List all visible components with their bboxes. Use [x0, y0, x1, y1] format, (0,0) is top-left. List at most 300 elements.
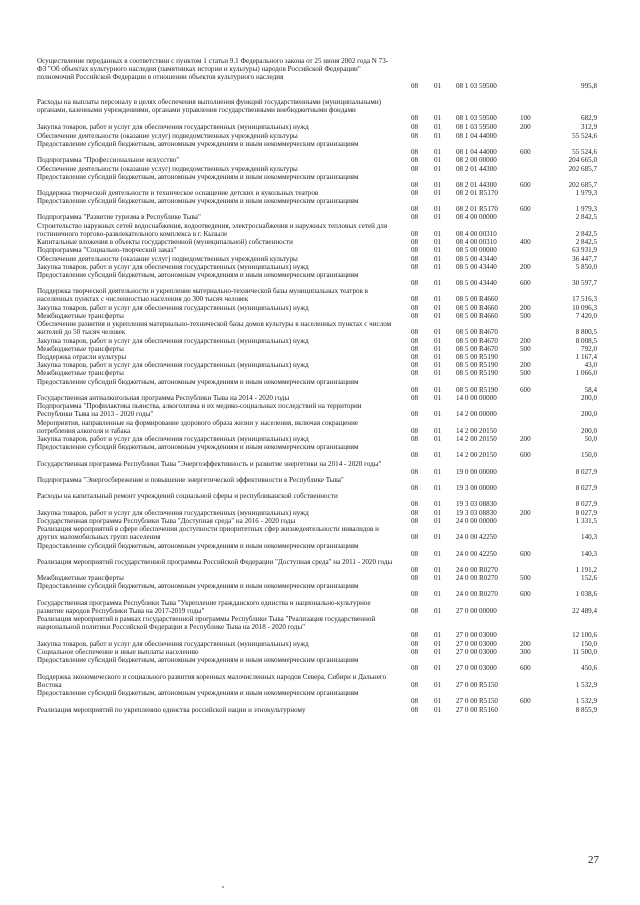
table-row [0, 706, 640, 714]
row-expense-type: 200 [520, 639, 531, 648]
row-subsection-code: 01 [434, 311, 442, 320]
row-description: Предоставление субсидий бюджетным, автономным учреждениям и иным некоммерческим организациям [37, 542, 359, 550]
table-row [0, 140, 640, 156]
row-amount: 2 842,5 [575, 230, 597, 239]
row-section-code: 08 [411, 434, 419, 443]
row-subsection-code: 01 [434, 344, 442, 353]
row-section-code: 08 [411, 230, 419, 239]
row-description: Реализация мероприятий государственной программы Российской Федерации "Доступная среда" на 2011 - 2020 годы [37, 558, 393, 566]
row-amount: 12 100,6 [572, 631, 597, 640]
row-description: Расходы на капитальный ремонт учреждений социальной сферы и республиканской собственности [37, 492, 338, 500]
row-subsection-code: 01 [434, 230, 442, 239]
row-target-article: 08 5 00 R5190 [456, 386, 498, 395]
row-amount: 204 665,0 [568, 155, 597, 164]
table-row [0, 656, 640, 672]
row-target-article: 08 4 00 00000 [456, 212, 497, 221]
table-row [0, 312, 640, 320]
row-description: Закупка товаров, работ и услуг для обеспечения государственных (муниципальных) нужд [37, 337, 309, 345]
row-description: Закупка товаров, работ и услуг для обеспечения государственных (муниципальных) нужд [37, 361, 309, 369]
table-row [0, 271, 640, 287]
table-row [0, 673, 640, 689]
row-amount: 200,0 [581, 410, 597, 419]
row-section-code: 08 [411, 639, 419, 648]
row-section-code: 08 [411, 550, 419, 559]
row-target-article: 08 5 00 R4660 [456, 303, 498, 312]
row-target-article: 14 2 00 20150 [456, 427, 497, 436]
row-target-article: 08 5 00 R4670 [456, 328, 498, 337]
table-row [0, 222, 640, 238]
row-amount: 995,8 [581, 81, 597, 90]
row-section-code: 08 [411, 336, 419, 345]
row-section-code: 08 [411, 360, 419, 369]
table-row [0, 689, 640, 705]
row-target-article: 14 0 00 00000 [456, 393, 497, 402]
row-section-code: 08 [411, 295, 419, 304]
row-amount: 682,9 [581, 114, 597, 123]
row-target-article: 08 1 04 44000 [456, 131, 497, 140]
row-subsection-code: 01 [434, 303, 442, 312]
row-amount: 8 027,9 [575, 508, 597, 517]
row-subsection-code: 01 [434, 360, 442, 369]
row-subsection-code: 01 [434, 639, 442, 648]
row-section-code: 08 [411, 303, 419, 312]
row-subsection-code: 01 [434, 607, 442, 616]
row-section-code: 08 [411, 631, 419, 640]
row-subsection-code: 01 [434, 451, 442, 460]
row-subsection-code: 01 [434, 188, 442, 197]
row-description: Государственная программа Республики Тыва "Укрепление гражданского единства и национально-культурное развитие народов Республики Тыва на 2017-2019 годы" [37, 599, 371, 616]
row-target-article: 27 0 00 R5160 [456, 705, 498, 714]
row-subsection-code: 01 [434, 647, 442, 656]
row-expense-type: 600 [520, 590, 531, 599]
row-expense-type: 200 [520, 262, 531, 271]
row-amount: 1 066,0 [575, 368, 597, 377]
table-row [0, 509, 640, 517]
row-target-article: 24 0 00 42250 [456, 533, 497, 542]
row-target-article: 19 3 03 08830 [456, 500, 497, 509]
row-target-article: 08 5 00 R4660 [456, 295, 498, 304]
row-amount: 22 489,4 [572, 607, 597, 616]
row-section-code: 08 [411, 368, 419, 377]
row-expense-type: 600 [520, 205, 531, 214]
row-amount: 2 842,5 [575, 237, 597, 246]
row-target-article: 24 0 00 42250 [456, 550, 497, 559]
row-target-article: 27 0 00 R5150 [456, 681, 498, 690]
row-target-article: 08 2 00 00000 [456, 155, 497, 164]
row-target-article: 08 5 00 43440 [456, 279, 497, 288]
table-row [0, 599, 640, 615]
row-description: Поддержка экономического и социального развития коренных малочисленных народов Севера, Сибири и Дальнего Востока [37, 673, 387, 690]
row-amount: 8 027,9 [575, 468, 597, 477]
row-section-code: 08 [411, 344, 419, 353]
row-expense-type: 600 [520, 550, 531, 559]
row-section-code: 08 [411, 131, 419, 140]
row-description: Государственная антиалкогольная программа Республики Тыва на 2014 - 2020 годы [37, 394, 290, 402]
table-row [0, 648, 640, 656]
row-subsection-code: 01 [434, 122, 442, 131]
table-row [0, 435, 640, 443]
row-expense-type: 500 [520, 311, 531, 320]
row-subsection-code: 01 [434, 516, 442, 525]
row-section-code: 08 [411, 262, 419, 271]
row-subsection-code: 01 [434, 155, 442, 164]
row-target-article: 08 1 03 59500 [456, 114, 497, 123]
row-target-article: 24 0 00 00000 [456, 516, 497, 525]
table-row [0, 460, 640, 476]
table-row [0, 378, 640, 394]
row-target-article: 08 5 00 R5190 [456, 368, 498, 377]
row-expense-type: 200 [520, 434, 531, 443]
row-target-article: 08 5 00 43440 [456, 262, 497, 271]
row-subsection-code: 01 [434, 205, 442, 214]
table-row [0, 255, 640, 263]
table-row [0, 525, 640, 541]
table-row [0, 246, 640, 254]
table-row [0, 402, 640, 418]
table-row [0, 132, 640, 140]
table-row [0, 287, 640, 303]
row-description: Предоставление субсидий бюджетным, автономным учреждениям и иным некоммерческим организациям [37, 271, 359, 279]
row-description: Реализация мероприятий в рамках государственной программы Республики Тыва "Реализация государственной национальной политики Российской Федерации в Республике Тыва на 2018 - 2020 годы" [37, 615, 376, 632]
row-section-code: 08 [411, 500, 419, 509]
row-subsection-code: 01 [434, 705, 442, 714]
row-amount: 8 027,9 [575, 500, 597, 509]
row-subsection-code: 01 [434, 237, 442, 246]
row-subsection-code: 01 [434, 664, 442, 673]
row-section-code: 08 [411, 516, 419, 525]
row-description: Предоставление субсидий бюджетным, автономным учреждениям и иным некоммерческим организациям [37, 689, 359, 697]
row-section-code: 08 [411, 148, 419, 157]
row-subsection-code: 01 [434, 148, 442, 157]
table-row [0, 558, 640, 574]
row-description: Закупка товаров, работ и услуг для обеспечения государственных (муниципальных) нужд [37, 509, 309, 517]
row-description: Обеспечение деятельности (оказание услуг) подведомственных учреждений культуры [37, 165, 298, 173]
row-subsection-code: 01 [434, 427, 442, 436]
row-subsection-code: 01 [434, 336, 442, 345]
row-expense-type: 600 [520, 279, 531, 288]
table-row [0, 517, 640, 525]
row-section-code: 08 [411, 410, 419, 419]
row-section-code: 08 [411, 393, 419, 402]
row-subsection-code: 01 [434, 631, 442, 640]
table-row [0, 337, 640, 345]
row-description: Подпрограмма "Социально-творческий заказ" [37, 246, 177, 254]
row-target-article: 27 0 00 03000 [456, 664, 497, 673]
table-row [0, 353, 640, 361]
row-amount: 450,6 [581, 664, 597, 673]
row-amount: 8 027,9 [575, 484, 597, 493]
row-description: Предоставление субсидий бюджетным, автономным учреждениям и иным некоммерческим организациям [37, 197, 359, 205]
row-target-article: 08 2 01 R5170 [456, 205, 498, 214]
row-target-article: 08 5 00 R4660 [456, 311, 498, 320]
table-row [0, 156, 640, 164]
row-subsection-code: 01 [434, 573, 442, 582]
row-section-code: 08 [411, 311, 419, 320]
row-section-code: 08 [411, 328, 419, 337]
row-target-article: 08 4 00 00310 [456, 237, 497, 246]
row-description: Поддержка творческой деятельности и техническое оснащение детских и кукольных театров [37, 189, 319, 197]
row-section-code: 08 [411, 114, 419, 123]
row-target-article: 27 0 00 03000 [456, 631, 497, 640]
row-subsection-code: 01 [434, 262, 442, 271]
row-target-article: 08 1 03 59500 [456, 81, 497, 90]
row-target-article: 14 2 00 20150 [456, 434, 497, 443]
row-target-article: 08 5 00 00000 [456, 245, 497, 254]
row-section-code: 08 [411, 590, 419, 599]
row-description: Предоставление субсидий бюджетным, автономным учреждениям и иным некоммерческим организациям [37, 656, 359, 664]
row-section-code: 08 [411, 484, 419, 493]
row-description: Государственная программа Республики Тыва "Энергоэффективность и развитие энергетики на 2014 - 2020 годы" [37, 460, 382, 468]
row-subsection-code: 01 [434, 533, 442, 542]
row-section-code: 08 [411, 451, 419, 460]
table-row [0, 345, 640, 353]
row-section-code: 08 [411, 566, 419, 575]
row-expense-type: 600 [520, 697, 531, 706]
table-row [0, 320, 640, 336]
row-section-code: 08 [411, 705, 419, 714]
row-subsection-code: 01 [434, 550, 442, 559]
row-expense-type: 600 [520, 451, 531, 460]
row-subsection-code: 01 [434, 114, 442, 123]
row-description: Межбюджетные трансферты [37, 312, 124, 320]
row-description: Расходы на выплаты персоналу в целях обеспечения выполнения функций государственными (муниципальными) органами, казенными учреждениями, органами управления государственными внебюджетными фондами [37, 98, 382, 115]
row-section-code: 08 [411, 533, 419, 542]
row-section-code: 08 [411, 647, 419, 656]
row-subsection-code: 01 [434, 484, 442, 493]
row-description: Осуществление переданных в соответствии с пунктом 1 статьи 9.1 Федерального закона от 25 июня 2002 года N 73-ФЗ "Об объектах культурного наследия (памятниках истории и культуры) народов Российской Федерации" полномочий Российской Федерации в отношении объектов культурного наследия [37, 57, 389, 82]
row-amount: 30 597,7 [572, 279, 597, 288]
row-target-article: 08 5 00 R4670 [456, 344, 498, 353]
row-description: Капитальные вложения в объекты государственной (муниципальной) собственности [37, 238, 293, 246]
table-row [0, 173, 640, 189]
row-description: Государственная программа Республики Тыва "Доступная среда" на 2016 - 2020 годы [37, 517, 296, 525]
table-row [0, 165, 640, 173]
row-section-code: 08 [411, 352, 419, 361]
row-expense-type: 500 [520, 344, 531, 353]
row-subsection-code: 01 [434, 164, 442, 173]
row-description: Реализация мероприятий в сфере обеспечения доступности приоритетных сфер жизнедеятельности инвалидов и других маломобильных групп населения [37, 525, 379, 542]
row-amount: 8 855,9 [575, 705, 597, 714]
row-expense-type: 600 [520, 148, 531, 157]
row-section-code: 08 [411, 573, 419, 582]
row-amount: 8 008,5 [575, 336, 597, 345]
table-row [0, 197, 640, 213]
row-target-article: 19 3 03 08830 [456, 508, 497, 517]
row-target-article: 27 0 00 R5150 [456, 697, 498, 706]
row-section-code: 08 [411, 205, 419, 214]
table-row [0, 98, 640, 123]
row-description: Реализация мероприятий по укреплению единства российской нации и этнокультурному [37, 706, 306, 714]
row-subsection-code: 01 [434, 697, 442, 706]
row-subsection-code: 01 [434, 295, 442, 304]
row-target-article: 08 5 00 R5190 [456, 360, 498, 369]
row-amount: 200,0 [581, 427, 597, 436]
row-amount: 55 524,6 [572, 131, 597, 140]
row-description: Обеспечение развития и укрепления материально-технической базы домов культуры в населенных пунктах с числом жителей до 50 тысяч человек [37, 320, 392, 337]
row-expense-type: 600 [520, 386, 531, 395]
row-section-code: 08 [411, 427, 419, 436]
row-description: Межбюджетные трансферты [37, 345, 124, 353]
row-subsection-code: 01 [434, 254, 442, 263]
row-expense-type: 100 [520, 114, 531, 123]
row-amount: 1 191,2 [575, 566, 597, 575]
table-row [0, 640, 640, 648]
table-row [0, 263, 640, 271]
table-row [0, 419, 640, 435]
row-amount: 152,6 [581, 573, 597, 582]
row-section-code: 08 [411, 81, 419, 90]
row-section-code: 08 [411, 468, 419, 477]
row-expense-type: 600 [520, 181, 531, 190]
table-row [0, 582, 640, 598]
row-subsection-code: 01 [434, 279, 442, 288]
row-amount: 1 038,6 [575, 590, 597, 599]
row-subsection-code: 01 [434, 393, 442, 402]
row-description: Мероприятия, направленные на формирование здорового образа жизни у населения, включая сокращение потребления алкоголя и табака [37, 419, 359, 436]
row-target-article: 08 1 03 59500 [456, 122, 497, 131]
row-amount: 10 096,3 [572, 303, 597, 312]
row-target-article: 08 2 01 44300 [456, 164, 497, 173]
row-subsection-code: 01 [434, 352, 442, 361]
row-description: Обеспечение деятельности (оказание услуг) подведомственных учреждений культуры [37, 132, 298, 140]
table-row [0, 394, 640, 402]
row-amount: 140,3 [581, 533, 597, 542]
row-subsection-code: 01 [434, 508, 442, 517]
row-amount: 50,0 [584, 434, 597, 443]
row-amount: 55 524,6 [572, 148, 597, 157]
row-subsection-code: 01 [434, 131, 442, 140]
row-section-code: 08 [411, 188, 419, 197]
table-row [0, 542, 640, 558]
row-subsection-code: 01 [434, 681, 442, 690]
row-section-code: 08 [411, 664, 419, 673]
table-row [0, 213, 640, 221]
row-description: Строительство наружных сетей водоснабжения, водоотведения, электроснабжения и наружных тепловых сетей для гостиничного торгово-развлекательного комплекса в г. Кызыле [37, 222, 388, 239]
row-description: Обеспечение деятельности (оказание услуг) подведомственных учреждений культуры [37, 255, 298, 263]
row-subsection-code: 01 [434, 410, 442, 419]
row-expense-type: 200 [520, 360, 531, 369]
table-row [0, 238, 640, 246]
row-amount: 150,0 [581, 639, 597, 648]
row-amount: 1 532,9 [575, 681, 597, 690]
table-row [0, 615, 640, 640]
row-target-article: 19 3 00 00000 [456, 484, 497, 493]
table-row [0, 369, 640, 377]
row-target-article: 24 0 00 R0270 [456, 566, 498, 575]
row-description: Межбюджетные трансферты [37, 574, 124, 582]
scan-mark [222, 886, 224, 888]
row-description: Поддержка отрасли культуры [37, 353, 127, 361]
row-description: Подпрограмма "Профессиональное искусство" [37, 156, 180, 164]
row-section-code: 08 [411, 237, 419, 246]
table-row [0, 574, 640, 582]
row-section-code: 08 [411, 155, 419, 164]
row-amount: 8 800,5 [575, 328, 597, 337]
row-amount: 312,9 [581, 122, 597, 131]
row-target-article: 27 0 00 00000 [456, 607, 497, 616]
row-description: Предоставление субсидий бюджетным, автономным учреждениям и иным некоммерческим организациям [37, 173, 359, 181]
page-number: 27 [588, 854, 599, 866]
row-expense-type: 200 [520, 336, 531, 345]
table-row [0, 189, 640, 197]
row-target-article: 27 0 00 03000 [456, 647, 497, 656]
row-section-code: 08 [411, 122, 419, 131]
row-amount: 202 685,7 [568, 164, 597, 173]
row-amount: 11 500,0 [572, 647, 597, 656]
table-row [0, 492, 640, 508]
row-subsection-code: 01 [434, 566, 442, 575]
row-section-code: 08 [411, 681, 419, 690]
row-description: Закупка товаров, работ и услуг для обеспечения государственных (муниципальных) нужд [37, 123, 309, 131]
row-subsection-code: 01 [434, 434, 442, 443]
row-amount: 1 331,5 [575, 516, 597, 525]
row-amount: 202 685,7 [568, 181, 597, 190]
row-section-code: 08 [411, 181, 419, 190]
row-description: Подпрограмма "Энергосбережение и повышение энергетической эффективности в Республике Тыва" [37, 476, 344, 484]
row-amount: 17 516,3 [572, 295, 597, 304]
row-amount: 63 931,9 [572, 245, 597, 254]
row-target-article: 27 0 00 03000 [456, 639, 497, 648]
row-description: Закупка товаров, работ и услуг для обеспечения государственных (муниципальных) нужд [37, 435, 309, 443]
row-expense-type: 500 [520, 573, 531, 582]
table-row [0, 361, 640, 369]
row-section-code: 08 [411, 254, 419, 263]
row-target-article: 14 2 00 20150 [456, 451, 497, 460]
row-subsection-code: 01 [434, 81, 442, 90]
row-section-code: 08 [411, 697, 419, 706]
row-target-article: 24 0 00 R0270 [456, 573, 498, 582]
row-target-article: 08 4 00 00310 [456, 230, 497, 239]
row-amount: 1 979,3 [575, 188, 597, 197]
row-expense-type: 400 [520, 237, 531, 246]
table-row [0, 476, 640, 492]
row-expense-type: 200 [520, 508, 531, 517]
row-amount: 5 850,0 [575, 262, 597, 271]
row-subsection-code: 01 [434, 500, 442, 509]
row-subsection-code: 01 [434, 386, 442, 395]
row-description: Предоставление субсидий бюджетным, автономным учреждениям и иным некоммерческим организациям [37, 582, 359, 590]
row-subsection-code: 01 [434, 328, 442, 337]
row-section-code: 08 [411, 607, 419, 616]
row-target-article: 08 5 00 43440 [456, 254, 497, 263]
row-expense-type: 300 [520, 647, 531, 656]
row-description: Закупка товаров, работ и услуг для обеспечения государственных (муниципальных) нужд [37, 640, 309, 648]
row-target-article: 14 2 00 00000 [456, 410, 497, 419]
row-description: Подпрограмма "Профилактика пьянства, алкоголизма и их медико-социальных последствий на территории Республики Тыва на 2013 - 2020 годы" [37, 402, 362, 419]
row-section-code: 08 [411, 245, 419, 254]
row-subsection-code: 01 [434, 212, 442, 221]
row-amount: 36 447,7 [572, 254, 597, 263]
table-row [0, 443, 640, 459]
row-target-article: 08 1 04 44000 [456, 148, 497, 157]
row-amount: 200,0 [581, 393, 597, 402]
row-section-code: 08 [411, 212, 419, 221]
table-row [0, 304, 640, 312]
row-amount: 43,0 [584, 360, 597, 369]
row-description: Межбюджетные трансферты [37, 369, 124, 377]
row-amount: 58,4 [584, 386, 597, 395]
row-description: Социальное обеспечение и иные выплаты населению [37, 648, 199, 656]
row-expense-type: 500 [520, 368, 531, 377]
row-expense-type: 200 [520, 122, 531, 131]
row-description: Предоставление субсидий бюджетным, автономным учреждениям и иным некоммерческим организациям [37, 443, 359, 451]
row-description: Предоставление субсидий бюджетным, автономным учреждениям и иным некоммерческим организациям [37, 378, 359, 386]
row-target-article: 19 0 00 00000 [456, 468, 497, 477]
row-description: Закупка товаров, работ и услуг для обеспечения государственных (муниципальных) нужд [37, 304, 309, 312]
table-row [0, 57, 640, 90]
row-subsection-code: 01 [434, 468, 442, 477]
row-subsection-code: 01 [434, 245, 442, 254]
